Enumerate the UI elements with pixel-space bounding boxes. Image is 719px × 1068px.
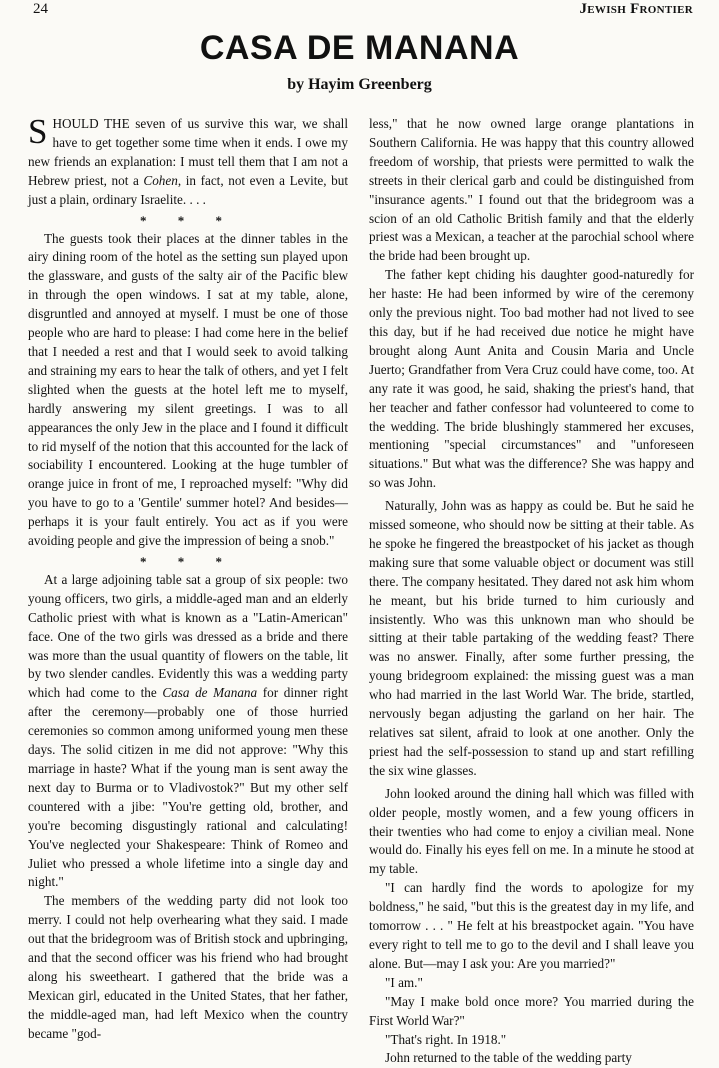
right-column — [369, 115, 694, 1068]
italic-term: Cohen — [143, 172, 178, 188]
paragraph: The guests took their places at the dinner tables in the airy dining room of the hotel as the setting sun played upon the glassware, and gusts of the salty air of the Pacific blew in through the open windows. I sat at my table, alone, disgruntled and annoyed at myself. I must be one of those people who are hard to please: I had come here in the belief that I needed a rest and that I would seek to avoid talking and straining my ears to hear the talk of others, and yet I felt slighted when the guests at the hotel left me to myself, hardly answering my silent greetings. I was to all appearances the only Jew in the place and I found it difficult to rid myself of the notion that this accounted for the lack of sociability I encountered. Looking at the huge tumbler of orange juice in front of me, I reproached myself: "Why did you have to go to a 'Gentile' summer hotel? And besides—perhaps it is your fault entirely. You act as if you were avoiding people and give the impression of being a snob." — [28, 230, 348, 549]
paragraph: "That's right. In 1918." — [385, 1031, 507, 1047]
paragraph: "I am." — [385, 974, 423, 990]
section-break-stars: * * * — [140, 553, 236, 569]
paragraph: The father kept chiding his daughter good-naturedly for her haste: He had been informed by wire of the ceremony only the previous night. Too bad mother had not lived to see this day, but if he had received due notice he might have brought along Aunt Anita and Cousin Maria and Uncle Juerto; Grandfather from Vera Cruz could have come, too. At any rate it was good, he said, shaking the priest's hand, that her teacher and father confessor had volunteered to come to the wedding. The bride blushingly stammered her excuses, mentioning "special circumstances" and "unforeseen situations." But what was the difference? She was happy and so was John. — [369, 267, 694, 491]
paragraph-text: At a large adjoining table sat a group of six people: two young officers, two girls, a middle-aged man and an elderly Catholic priest with what is known as a "Latin-American" face. One of the two girls was dressed as a bride and there was more than the usual quantity of flowers on the table, lit by two slender candles. Evidently this was a wedding party which had come to the — [28, 571, 348, 701]
paragraph-text: seven of us survive this war, we shall have to get together some time when it ends. I owe my new friends an explanation: I must tell them that I am not a Hebrew priest, not a — [28, 116, 349, 188]
drop-cap: S — [28, 112, 48, 151]
paragraph: The members of the wedding party did not look too merry. I could not help overhearing what they said. I made out that the bridegroom was of British stock and upbringing, and that the second officer was his friend who had brought along his sweetheart. I gathered that the bride was a Mexican girl, educated in the United States, that her father, the middle-aged man, had left Mexico when the country became "god- — [28, 893, 348, 1041]
article-byline: by Hayim Greenberg — [287, 76, 432, 93]
paragraph-continued: less," that he now owned large orange plantations in Southern California. He was happy that this country allowed freedom of worship, that priests were permitted to walk the streets in their clerical garb and could be distinguished from "insurance agents." I found out that the bridegroom was a scion of an old Catholic British family and that the elderly priest was a Mexican, a teacher at the parochial school where the bride had been brought up. — [369, 116, 694, 264]
italic-place-name: Casa de Manana — [162, 685, 258, 701]
paragraph-opening — [28, 112, 349, 210]
article-title: CASA DE MANANA — [199, 29, 520, 67]
paragraph-text: for dinner right after the ceremony—probably one of those hurried ceremonies so common among uniformed young men these days. The solid citizen in me did not approve: "Why this marriage in haste? What if the young man is sent away the next day to Burma or to Vladivostok?" But my other self countered with a jibe: "You're getting old, brother, and you're becoming disgustingly rational and calculating! You've neglected your Shakespeare: Think of Romeo and Juliet who pressed a whole lifetime into a single day and night." — [28, 685, 348, 890]
page-number: 24 — [33, 1, 48, 17]
section-break-stars: * * * — [140, 212, 236, 228]
running-head: Jewish Frontier — [579, 1, 693, 17]
paragraph — [28, 571, 348, 892]
left-column — [28, 112, 349, 1044]
paragraph: John returned to the table of the wedding party — [385, 1050, 632, 1066]
paragraph: Naturally, John was as happy as could be. But he said he missed someone, who should now be sitting at their table. As he spoke he fingered the breastpocket of his jacket as though making sure that some valuable object or document was still there. The company hesitated. They dared not ask him whom he meant, but his bride turned to him curiously and insistently. Who was this unknown man who should be sitting at their table partaking of the wedding feast? There was no answer. Finally, after some further pressing, the young bridegroom explained: the missing guest was a man who had married in the last World War. The bride, startled, nervously began adjusting the garland on her hair. The relatives sat silent, afraid to look at one another. Only the priest had the self-possession to stand up and start refilling the six wine glasses. — [369, 498, 694, 778]
lead-in-smallcaps: HOULD THE — [52, 116, 130, 131]
paragraph: "May I make bold once more? You married during the First World War?" — [369, 993, 694, 1028]
paragraph: John looked around the dining hall which was filled with older people, mostly women, and a few young officers in their twenties who had come to enjoy a civilian meal. None would do. Finally his eyes fell on me. In a minute he stood at my table. — [369, 785, 694, 877]
paragraph: "I can hardly find the words to apologize for my boldness," he said, "but this is the greatest day in my life, and tomorrow . . . " He felt at his breastpocket again. "You have every right to tell me to go to the devil and I shall leave you alone. But—may I ask you: Are you married?" — [369, 880, 694, 971]
paragraph-text: , in fact, not even a Levite, but just a plain, ordinary Israelite. . . . — [28, 172, 349, 207]
